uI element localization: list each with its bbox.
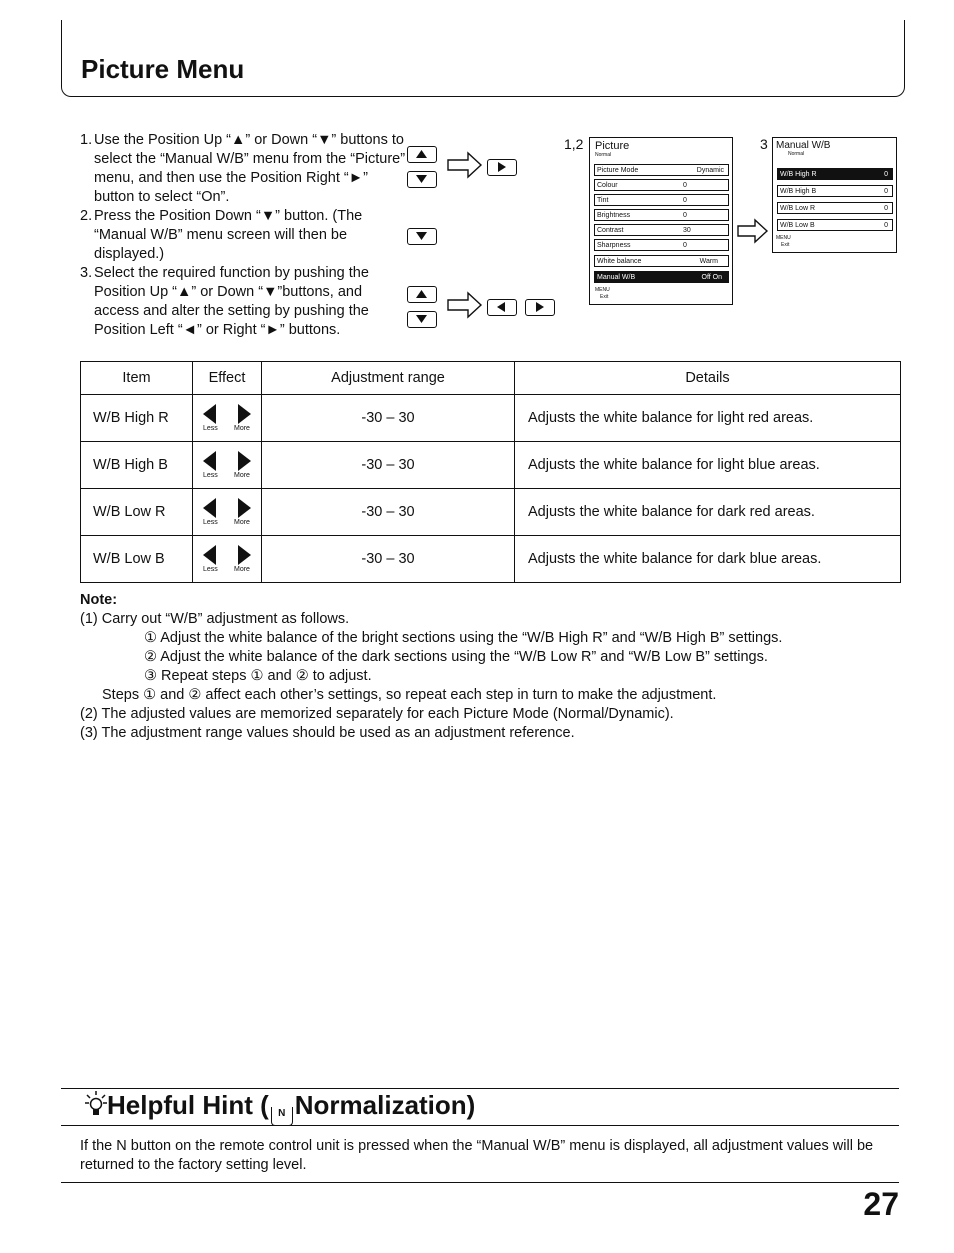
row-value: 0 — [884, 205, 888, 212]
row-name: W/B Low B — [780, 222, 815, 229]
row-name: W/B Low R — [780, 205, 816, 212]
table-row — [81, 395, 901, 442]
row-value: Warm — [699, 258, 718, 265]
details-cell: Adjusts the white balance for light red areas. — [515, 395, 901, 442]
menu-row — [777, 219, 893, 231]
range-cell: -30 – 30 — [262, 489, 515, 536]
row-value: Dynamic — [696, 167, 724, 174]
menu-row — [594, 164, 729, 176]
step-1 — [80, 131, 410, 207]
down-button-icon — [407, 171, 437, 188]
screen-2-label: 3 — [760, 136, 768, 152]
more-label: More — [234, 566, 250, 573]
row-value: 0 — [884, 222, 888, 229]
range-cell: -30 – 30 — [262, 395, 515, 442]
column-header: Details — [515, 362, 901, 395]
down-button-icon — [407, 311, 437, 328]
details-cell: Adjusts the white balance for dark blue areas. — [515, 536, 901, 583]
column-header: Adjustment range — [262, 362, 515, 395]
row-value: 0 — [683, 197, 687, 204]
details-cell: Adjusts the white balance for light blue areas. — [515, 442, 901, 489]
effect-cell — [193, 442, 262, 489]
note-line: ③ Repeat steps ① and ② to adjust. — [144, 668, 372, 684]
range-cell: -30 – 30 — [262, 442, 515, 489]
menu-row — [594, 239, 729, 251]
adjustment-table — [80, 361, 901, 583]
less-more-arrows-icon — [200, 544, 254, 566]
lightbulb-icon — [85, 1091, 107, 1117]
screen-title: Picture — [595, 140, 630, 152]
exit-label: Exit — [781, 242, 790, 248]
row-name: Picture Mode — [597, 167, 639, 174]
step-3 — [80, 264, 410, 340]
row-name: Manual W/B — [597, 274, 636, 281]
menu-row — [594, 179, 729, 191]
step-2 — [80, 207, 410, 264]
less-label: Less — [203, 472, 218, 479]
exit-label: Exit — [600, 294, 609, 300]
row-name: Contrast — [597, 227, 624, 234]
menu-row — [777, 185, 893, 197]
table-row — [81, 442, 901, 489]
step-3-text: Select the required function by pushing the Position Up “▲” or Down “▼”buttons, and access and alter the setting by pushing the Position Left “◄” or Right “►” buttons. — [94, 265, 369, 338]
note-section — [80, 591, 782, 743]
down-button-icon — [407, 228, 437, 245]
less-label: Less — [203, 519, 218, 526]
row-value: 30 — [683, 227, 691, 234]
menu-label: MENU — [595, 287, 610, 293]
note-title: Note: — [80, 592, 118, 608]
step-1-number: 1. — [80, 132, 93, 148]
menu-row-selected — [594, 271, 729, 283]
menu-row — [594, 255, 729, 267]
effect-cell — [193, 536, 262, 583]
menu-label: MENU — [776, 235, 791, 241]
manual-wb-screen — [772, 137, 897, 253]
row-name: Tint — [597, 197, 609, 204]
item-cell: W/B Low R — [81, 489, 193, 536]
up-button-icon — [407, 286, 437, 303]
right-button-icon — [487, 159, 517, 176]
row-value: 0 — [683, 212, 687, 219]
note-line: Steps ① and ② affect each other’s settings, so repeat each step in turn to make the adjustment. — [102, 687, 717, 703]
row-value: Off On — [701, 274, 722, 281]
row-name: Sharpness — [597, 242, 631, 249]
page-number: 27 — [863, 1186, 899, 1222]
table-header-row — [81, 362, 901, 395]
less-more-arrows-icon — [200, 497, 254, 519]
next-arrow-icon — [446, 151, 484, 179]
less-more-arrows-icon — [200, 450, 254, 472]
range-cell: -30 – 30 — [262, 536, 515, 583]
row-value: 0 — [884, 188, 888, 195]
instruction-steps — [80, 131, 410, 340]
less-more-arrows-icon — [200, 403, 254, 425]
column-header: Item — [81, 362, 193, 395]
effect-cell — [193, 395, 262, 442]
row-name: Colour — [597, 182, 618, 189]
details-cell: Adjusts the white balance for dark red areas. — [515, 489, 901, 536]
effect-cell — [193, 489, 262, 536]
row-value: 0 — [884, 171, 888, 178]
table-row — [81, 536, 901, 583]
row-value: 0 — [683, 242, 687, 249]
footer-rule — [61, 1182, 899, 1183]
screen-mode: Normal — [595, 152, 612, 158]
hint-title-post: Normalization) — [294, 1090, 476, 1120]
note-line: ② Adjust the white balance of the dark sections using the “W/B Low R” and “W/B Low B” settings. — [144, 649, 768, 665]
next-arrow-icon — [446, 291, 484, 319]
less-label: Less — [203, 566, 218, 573]
step-1-text: Use the Position Up “▲” or Down “▼” buttons to select the “Manual W/B” menu from the “Picture” menu, and then use the Position Right “►” button to select “On”. — [94, 132, 406, 205]
more-label: More — [234, 472, 250, 479]
menu-row-selected — [777, 168, 893, 180]
step-3-number: 3. — [80, 265, 93, 281]
row-value: 0 — [683, 182, 687, 189]
row-name: Brightness — [597, 212, 631, 219]
more-label: More — [234, 425, 250, 432]
step-2-number: 2. — [80, 208, 93, 224]
menu-row — [594, 194, 729, 206]
picture-menu-screen — [589, 137, 733, 305]
screen-1-label: 1,2 — [564, 136, 584, 152]
row-name: White balance — [597, 258, 642, 265]
hint-bottom-rule — [61, 1125, 899, 1126]
hint-top-rule — [61, 1088, 899, 1089]
step-2-text: Press the Position Down “▼” button. (The “Manual W/B” menu screen will then be displayed.) — [94, 208, 363, 262]
row-name: W/B High B — [780, 188, 817, 195]
right-button-icon — [525, 299, 555, 316]
note-line: ① Adjust the white balance of the bright sections using the “W/B High R” and “W/B High B” settings. — [144, 630, 783, 646]
item-cell: W/B Low B — [81, 536, 193, 583]
up-button-icon — [407, 146, 437, 163]
menu-row — [594, 209, 729, 221]
hint-text: If the N button on the remote control unit is pressed when the “Manual W/B” menu is displayed, all adjustment values will be returned to the factory setting level. — [80, 1138, 874, 1173]
more-label: More — [234, 519, 250, 526]
table-row — [81, 489, 901, 536]
screen-mode: Normal — [788, 151, 805, 157]
menu-row — [594, 224, 729, 236]
left-button-icon — [487, 299, 517, 316]
page-title: Picture Menu — [81, 54, 245, 84]
item-cell: W/B High R — [81, 395, 193, 442]
screen-title: Manual W/B — [776, 140, 831, 151]
n-button-icon: N — [271, 1107, 293, 1126]
menu-row — [777, 202, 893, 214]
note-line: (2) The adjusted values are memorized separately for each Picture Mode (Normal/Dynamic). — [80, 706, 674, 722]
row-name: W/B High R — [780, 171, 817, 178]
note-line: (3) The adjustment range values should be used as an adjustment reference. — [80, 725, 575, 741]
column-header: Effect — [193, 362, 262, 395]
item-cell: W/B High B — [81, 442, 193, 489]
note-line: (1) Carry out “W/B” adjustment as follows. — [80, 611, 350, 627]
hint-title — [85, 1090, 475, 1126]
next-arrow-icon — [736, 218, 770, 244]
less-label: Less — [203, 425, 218, 432]
hint-title-pre: Helpful Hint ( — [107, 1090, 269, 1120]
